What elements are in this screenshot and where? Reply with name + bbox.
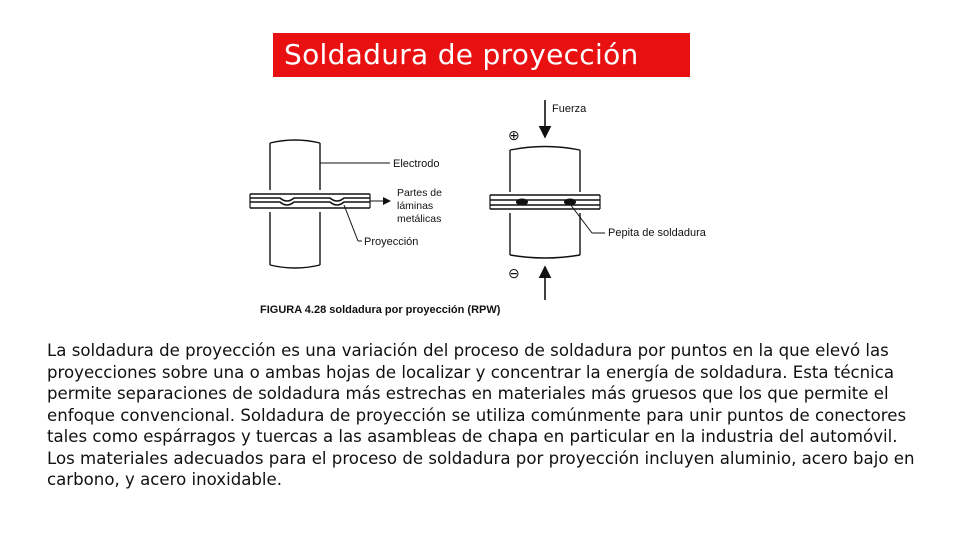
left-lower-electrode bbox=[270, 265, 320, 268]
label-partes-3: metálicas bbox=[397, 213, 442, 225]
projection-welding-figure bbox=[240, 95, 720, 320]
label-pepita: Pepita de soldadura bbox=[608, 227, 706, 239]
figure-caption: FIGURA 4.28 soldadura por proyección (RPW) bbox=[260, 304, 501, 316]
label-electrodo: Electrodo bbox=[393, 158, 440, 170]
figure-drawing bbox=[240, 95, 720, 320]
label-partes-1: Partes de bbox=[397, 187, 442, 199]
body-paragraph: La soldadura de proyección es una variación del proceso de soldadura por puntos en la que elevó las proyecciones sobre una o ambas hojas de localizar y concentrar la energía de soldadura. Esta técnica permite separaciones de soldadura más estrechas en materiales más gruesos que los que permite el enfoque convencional. Soldadura de proyección se utiliza comúnmente para unir puntos de conectores tales como espárragos y tuercas a las asambleas de chapa en particular en la industria del automóvil. Los materiales adecuados para el proceso de soldadura por proyección incluyen aluminio, acero bajo en carbono, y acero inoxidable. bbox=[47, 341, 915, 489]
left-sheets bbox=[250, 194, 370, 208]
weld-nugget-left bbox=[516, 199, 528, 206]
title-banner bbox=[273, 33, 690, 77]
label-proyeccion: Proyección bbox=[364, 236, 419, 248]
left-assembly bbox=[250, 140, 390, 268]
minus-sign: ⊖ bbox=[508, 265, 520, 281]
left-upper-electrode bbox=[270, 140, 320, 143]
plus-sign: ⊕ bbox=[508, 127, 520, 143]
label-partes-2: láminas bbox=[397, 200, 434, 212]
label-fuerza: Fuerza bbox=[552, 103, 587, 115]
slide-title: Soldadura de proyección bbox=[284, 38, 639, 71]
